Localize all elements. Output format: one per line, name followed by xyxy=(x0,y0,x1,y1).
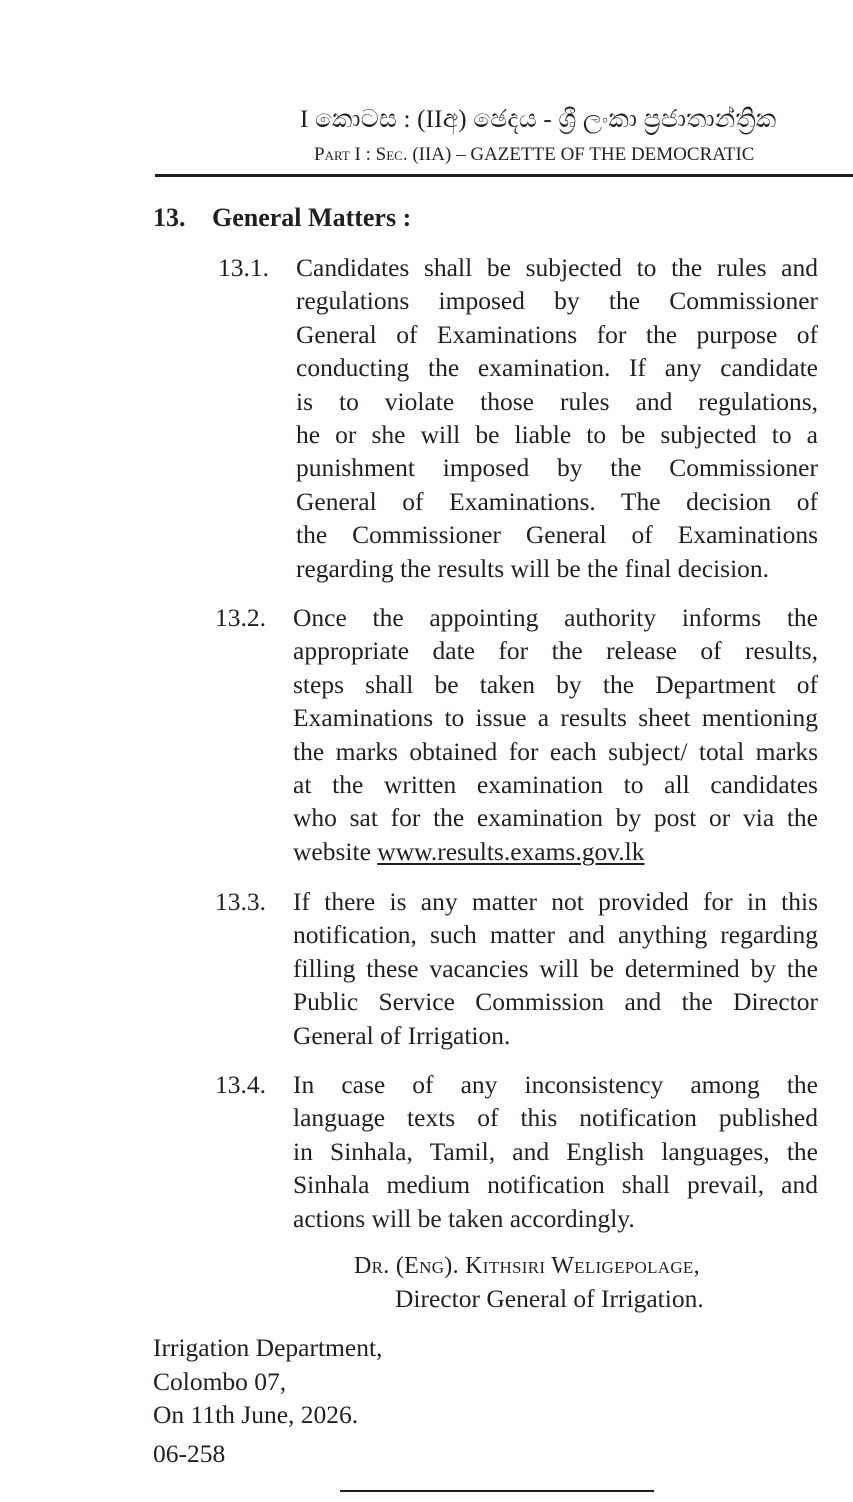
clause-line: filling these vacancies will be determined by the xyxy=(293,953,818,983)
clause-line: Examinations to issue a results sheet mentioning xyxy=(293,703,818,733)
address-date: On 11th June, 2026. xyxy=(153,1400,359,1429)
clause-line: notification, such matter and anything regarding xyxy=(293,920,818,950)
address-line: Colombo 07, xyxy=(153,1366,287,1396)
section-heading xyxy=(153,202,411,234)
clause-number: 13.1. xyxy=(218,253,269,282)
signatory-title: Director General of Irrigation. xyxy=(395,1284,704,1313)
gazette-header-english: Part I : Sec. (IIA) – GAZETTE OF THE DEMOCRATIC xyxy=(314,144,755,165)
issuing-address xyxy=(153,1331,382,1432)
clause-line: In case of any inconsistency among the xyxy=(293,1070,818,1099)
clause-line: Once the appointing authority informs the xyxy=(293,603,818,632)
clause-line: If there is any matter not provided for in this xyxy=(293,887,818,916)
clause-line: the marks obtained for each subject/ total marks xyxy=(293,736,818,766)
footer-divider xyxy=(340,1490,654,1492)
clause-line: language texts of this notification published xyxy=(293,1103,818,1133)
section-title: General Matters : xyxy=(212,203,412,232)
results-website-link[interactable]: www.results.exams.gov.lk xyxy=(377,836,645,866)
clause-text xyxy=(293,601,818,868)
clause-line: regarding the results will be the final decision. xyxy=(296,553,770,583)
clause-line: Candidates shall be subjected to the rules and xyxy=(296,253,818,282)
reference-code: 06-258 xyxy=(153,1439,226,1468)
website-prefix: website xyxy=(293,836,378,866)
address-line: Irrigation Department, xyxy=(153,1333,383,1362)
clause-line: he or she will be liable to be subjected to a xyxy=(296,420,818,450)
gazette-header-sinhala: I කොටස : (IIඅ) ඡෙදය - ශ්‍රී ලංකා ප්‍රජාතාන්ත්‍රික xyxy=(300,106,777,133)
clause-line: punishment imposed by the Commissioner xyxy=(296,453,818,483)
clause-line: General of Irrigation. xyxy=(293,1020,511,1050)
clause-line: at the written examination to all candidates xyxy=(293,770,818,800)
clause-line: conducting the examination. If any candidate xyxy=(296,353,818,383)
clause-number: 13.2. xyxy=(215,603,266,632)
clause-line: steps shall be taken by the Department of xyxy=(293,669,818,699)
section-number: 13. xyxy=(153,203,186,232)
clause-line: General of Examinations. The decision of xyxy=(296,486,818,516)
clause-line: actions will be taken accordingly. xyxy=(293,1203,635,1233)
clause-number: 13.3. xyxy=(215,887,266,916)
clause-line: Sinhala medium notification shall prevail, and xyxy=(293,1170,818,1200)
clause-line: appropriate date for the release of results, xyxy=(293,636,818,666)
header-divider xyxy=(155,174,853,177)
clause-line: is to violate those rules and regulations, xyxy=(296,386,818,416)
clause-line xyxy=(293,835,818,868)
clause-line: Public Service Commission and the Director xyxy=(293,987,818,1017)
clause-line: regulations imposed by the Commissioner xyxy=(296,286,818,316)
clause-line: General of Examinations for the purpose of xyxy=(296,319,818,349)
clause-text xyxy=(293,1068,818,1235)
clause-line: who sat for the examination by post or via the xyxy=(293,803,818,833)
clause-number: 13.4. xyxy=(215,1070,266,1099)
signatory-name: Dr. (Eng). Kithsiri Weligepolage, xyxy=(354,1253,700,1279)
clause-line: the Commissioner General of Examinations xyxy=(296,520,818,550)
clause-line: in Sinhala, Tamil, and English languages, the xyxy=(293,1136,818,1166)
clause-text xyxy=(293,885,818,1052)
clause-text xyxy=(296,251,818,585)
